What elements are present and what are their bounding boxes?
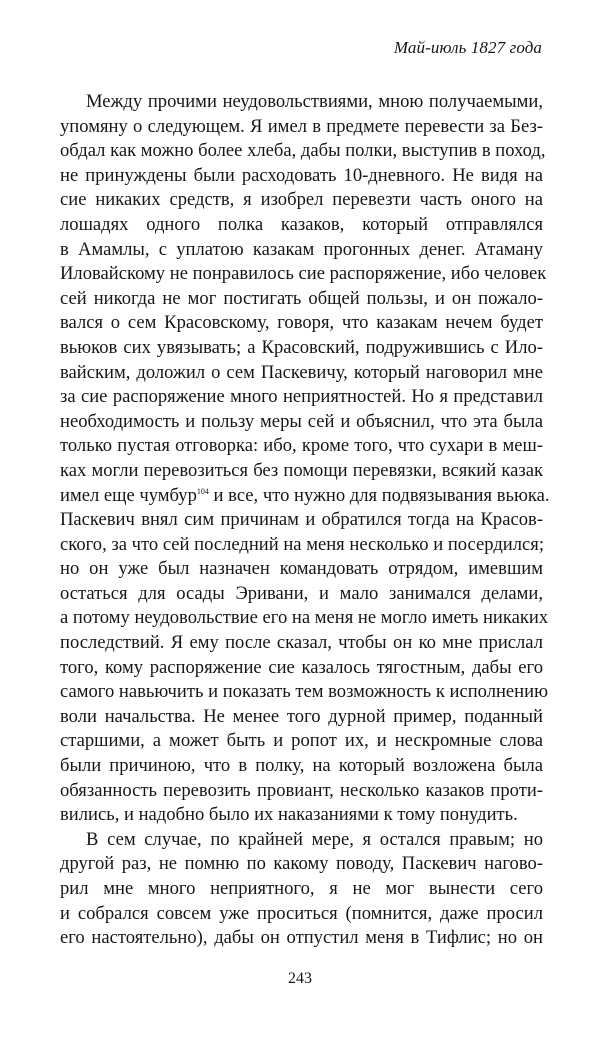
text-line: Иловайскому не понравилось сие распоряжение, ибо человек bbox=[60, 263, 547, 285]
text-fragment: имел еще чумбур bbox=[60, 484, 197, 506]
text-line: и собрался совсем уже проситься (помнится, даже просил bbox=[60, 902, 543, 924]
text-line: а потому неудовольствие его на меня не могло иметь никаких bbox=[60, 607, 549, 629]
text-line: ского, за что сей последний на меня несколько и посердился; bbox=[60, 533, 544, 555]
footnote-reference: 104 bbox=[196, 486, 209, 496]
text-line: Паскевич внял сим причинам и обратился тогда на Красов- bbox=[60, 509, 543, 531]
text-line: ках могли перевозиться без помощи перевязки, всякий казак bbox=[60, 459, 543, 481]
page-number: 243 bbox=[288, 970, 312, 987]
text-line: Между прочими неудовольствиями, мною получаемыми, bbox=[86, 91, 543, 112]
text-line: другой раз, не помню по какому поводу, Паскевич нагово- bbox=[60, 853, 543, 875]
text-line: того, кому распоряжение сие казалось тягостным, дабы его bbox=[60, 656, 543, 678]
text-line: сие никаких средств, я изобрел перевезти часть оного на bbox=[60, 189, 543, 211]
text-line: его настоятельно), дабы он отпустил меня в Тифлис; но он bbox=[60, 927, 543, 949]
text-line: вайским, доложил о сем Паскевичу, который наговорил мне bbox=[60, 361, 543, 383]
text-line: последствий. Я ему после сказал, чтобы он ко мне прислал bbox=[60, 632, 543, 654]
text-line: самого навьючить и показать тем возможность к исполнению bbox=[60, 681, 548, 703]
body-text bbox=[60, 90, 550, 951]
text-line: были причиною, что в полку, на который возложена была bbox=[60, 755, 543, 777]
text-line: упомяну о следующем. Я имел в предмете перевести за Без- bbox=[60, 115, 543, 137]
running-header: Май-июль 1827 года bbox=[393, 38, 542, 57]
text-line: обдал как можно более хлеба, дабы полки, выступив в поход, bbox=[60, 140, 546, 162]
text-line: в Амамлы, с уплатою казакам прогонных денег. Атаману bbox=[60, 238, 543, 260]
text-line: но он уже был назначен командовать отрядом, имевшим bbox=[60, 558, 543, 580]
text-line: вался о сем Красовскому, говоря, что казакам нечем будет bbox=[60, 312, 543, 334]
text-line: вились, и надобно было их наказаниями к тому понудить. bbox=[60, 804, 518, 826]
text-line: необходимость и пользу меры сей и объяснил, что эта была bbox=[60, 410, 543, 432]
text-fragment: и все, что нужно для подвязывания вьюка. bbox=[213, 484, 550, 506]
text-line: сей никогда не мог постигать общей пользы, и он пожало- bbox=[60, 287, 543, 309]
text-line: лошадях одного полка казаков, который отправлялся bbox=[60, 213, 543, 235]
text-line: рил мне много неприятного, я не мог вынести сего bbox=[60, 878, 543, 899]
text-line: вьюков сих увязывать; а Красовский, подружившись с Ило- bbox=[60, 336, 543, 358]
text-line: остаться для осады Эривани, и мало занимался делами, bbox=[60, 582, 543, 604]
text-line: только пустая отговорка: ибо, кроме того, что сухари в меш- bbox=[60, 435, 543, 457]
text-line: воли начальства. Не менее того дурной пример, поданный bbox=[60, 705, 543, 727]
text-line: не принуждены были расходовать 10-дневного. Не видя на bbox=[60, 164, 543, 186]
text-line: за сие распоряжение много неприятностей. Но я представил bbox=[60, 386, 543, 408]
text-line-with-footnote bbox=[60, 484, 550, 509]
text-line: старшими, а может быть и ропот их, и нескромные слова bbox=[60, 730, 543, 752]
text-line: обязанность перевозить провиант, несколько казаков проти- bbox=[60, 779, 543, 801]
text-line: В сем случае, по крайней мере, я остался правым; но bbox=[86, 828, 543, 850]
